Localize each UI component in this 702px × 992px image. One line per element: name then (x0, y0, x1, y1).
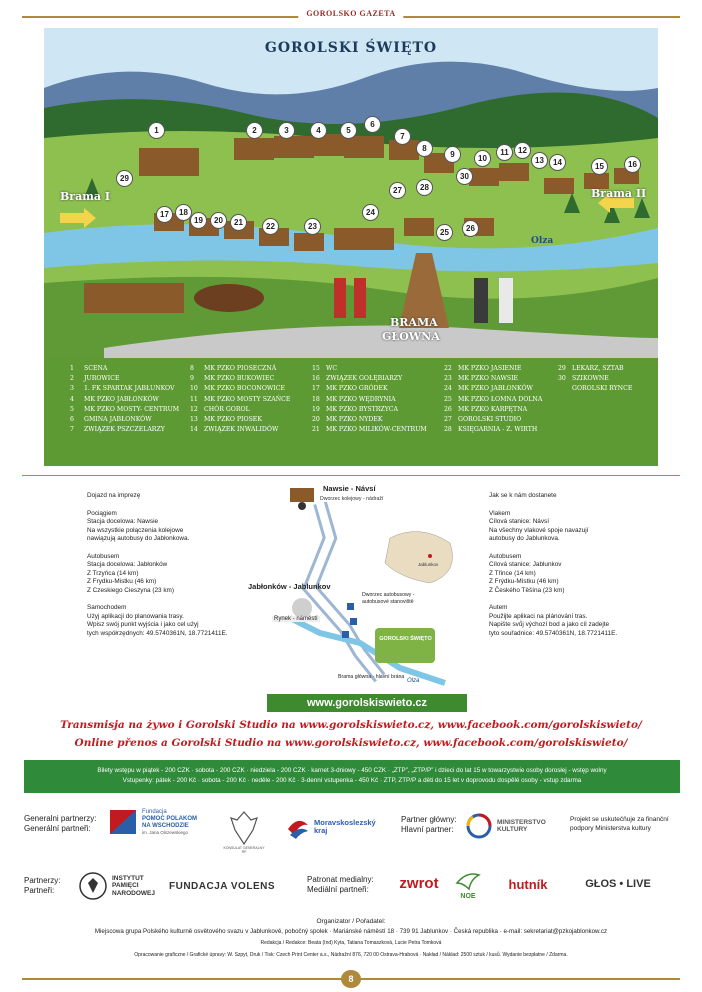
bus-heading: Autobusem (489, 552, 522, 560)
editors-text: Redakcja / Redakce: Beata (Ind) Kyta, Tatiana Tomaszková, Lucie Petra Tomková (260, 940, 442, 946)
legend-item: 26 MK PZKO KARPĘTNA (444, 405, 528, 413)
map-pin[interactable]: 1 (148, 122, 165, 139)
consulate-seal-logo: KONSULAT GENERALNY RP (222, 806, 266, 858)
legend-item: 16 ZWIĄZEK GOŁĘBIARZY (312, 375, 403, 383)
glos-live-logo: GŁOS • LIVE (585, 878, 651, 890)
legend-item: 24 MK PZKO JABŁONKÓW (444, 385, 533, 393)
info-line: Na všechny vlakové spoje navazují (489, 526, 589, 534)
map-pin[interactable]: 23 (304, 218, 321, 235)
river-label: Olza (531, 236, 554, 246)
info-line: Napište svůj výchozí bod a jako cíl zadejte (489, 621, 610, 628)
info-line: Z Frydku-Mistku (46 km) (87, 578, 157, 585)
tickets-cz: Vstupenky: pátek - 200 Kč · sobota - 200 Kč · neděle - 200 Kč · 3-denní vstupenka - 450 Kč · ZTP, ZTP/P a děti do 15 let v doprovodu dospělé osoby - vstup zdarma (122, 777, 582, 784)
info-line: Cílová stanice: Jablunkov (489, 561, 562, 568)
map-pin[interactable]: 16 (624, 156, 641, 173)
page-number: 8 (341, 970, 361, 988)
legend-item: 12 CHÓR GOROL (190, 405, 250, 413)
legend-item: 28 KSIĘGARNIA - Z. WIRTH (444, 426, 538, 434)
travel-info-cz (489, 492, 617, 638)
zwrot-logo: zwrot (399, 874, 439, 892)
legend-column (558, 364, 632, 395)
car-heading: Autem (489, 604, 508, 611)
map-pin[interactable]: 21 (230, 214, 247, 231)
route-nawsie: Nawsie - Návsí (323, 484, 376, 493)
info-line: Z Českého Těšína (23 km) (489, 586, 565, 594)
legend-item: 23 MK PZKO NAWSIE (444, 375, 519, 383)
legend-item: 27 GOROLSKI STUDIO (444, 416, 522, 424)
map-pin[interactable]: 7 (394, 128, 411, 145)
legend-item: 5 MK PZKO MOSTY- CENTRUM (70, 405, 180, 413)
legend-item: 29 LEKARZ, SZTAB (558, 365, 624, 372)
legend-column (190, 364, 290, 435)
legend-item: 18 MK PZKO WĘDRYNIA (312, 395, 396, 403)
map-pin[interactable]: 12 (514, 142, 531, 159)
map-pin[interactable]: 4 (310, 122, 327, 139)
legend-column (444, 364, 542, 435)
route-river: Olza (407, 678, 420, 684)
gate-2-label: Brama II (591, 187, 647, 200)
fundacja-emblem-icon (110, 810, 138, 836)
publication-title: GOROLSKO GAZETA (298, 9, 403, 18)
legend-item: 10 MK PZKO BOCONOWICE (190, 385, 285, 393)
map-pin[interactable]: 20 (210, 212, 227, 229)
info-line: Z Czeskiego Cieszyna (23 km) (87, 586, 175, 594)
general-partners-label: Generalni partnerzy: Generální partneři: (24, 814, 97, 833)
stream-line-pl[interactable]: Transmisja na żywo i Gorolski Studio na www.gorolskiswieto.cz, www.facebook.com/gorolskiswieto/ (60, 719, 642, 731)
main-gate-label-2: GŁÓWNA (382, 330, 440, 343)
hutnik-logo: hutník (508, 876, 548, 892)
travel-info-pl (87, 492, 228, 638)
legend-item: 20 MK PZKO NYDEK (312, 416, 383, 424)
noe-bird-icon (453, 869, 483, 893)
info-line: tyto souřadnice: 49.5740361N, 18.7721411E. (489, 629, 618, 637)
legend-item: 14 ZWIĄZEK INWALIDÓW (190, 426, 279, 434)
moravskoslezsky-logo: Moravskoslezský kraj (286, 812, 376, 842)
map-pin[interactable]: 9 (444, 146, 461, 163)
legend-column (70, 364, 179, 435)
info-line: Cílová stanice: Návsí (489, 518, 550, 525)
legend-column (312, 364, 427, 435)
route-bus-station: Dworzec autobusowy - autobusové stanoviště (362, 592, 415, 605)
map-pin[interactable]: 2 (246, 122, 263, 139)
ministry-culture-logo: MINISTERSTVO KULTURY (465, 810, 563, 842)
legend-item: 21 MK PZKO MILIKÓW-CENTRUM (312, 426, 427, 434)
info-line: autobusy do Jablunkova. (489, 535, 560, 542)
map-title: GOROLSKI ŚWIĘTO (264, 40, 438, 56)
route-square: Rynek - náměstí (274, 616, 318, 622)
car-heading: Samochodem (87, 604, 127, 611)
map-pin[interactable]: 15 (591, 158, 608, 175)
organizer-label: Organizator / Pořadatel: (316, 918, 386, 925)
legend-item: 6 GMINA JABŁONKÓW (70, 416, 152, 424)
bus-heading: Autobusem (87, 552, 120, 560)
map-pin[interactable]: 17 (156, 206, 173, 223)
legend-item: 22 MK PZKO JASIENIE (444, 365, 522, 372)
map-pin[interactable]: 29 (116, 170, 133, 187)
partners-label: Partnerzy: Partneři: (24, 876, 61, 895)
ipn-logo: INSTYTUT PAMIĘCI NARODOWEJ (78, 868, 168, 904)
fundacja-volens-logo: FUNDACJA VOLENS (168, 880, 276, 892)
route-town: Jabłonków - Jablunkov (248, 582, 331, 591)
legend-item: 2 JUROWICE (70, 375, 120, 383)
legend-item: 7 ZWIĄZEK PSZCZELARZY (70, 426, 165, 434)
legend-item: 13 MK PZKO PIOSEK (190, 416, 262, 424)
route-map (250, 478, 465, 690)
map-pin[interactable]: 27 (389, 182, 406, 199)
map-pin[interactable]: 24 (362, 204, 379, 221)
info-line: Stacja docelowa: Nawsie (87, 518, 159, 525)
fundacja-pomoc-logo: Fundacja POMOC POLAKOM NA WSCHODZIE im. Jana Olszewskiego (110, 808, 220, 838)
tickets-pl: Bilety wstępu w piątek - 200 CZK · sobota - 200 CZK · niedziela - 200 CZK · karnet 3-dniowy - 450 CZK · „ZTP”, „ZTP/P” i dzieci do lat 15 w towarzystwie osoby dorosłej - wstęp wolny (97, 767, 607, 774)
map-pin[interactable]: 28 (416, 179, 433, 196)
organizer-text: Miejscowa grupa Polského kulturně osvětového svazu v Jablunkově, pobočný spolek · Mariánské náměstí 18 · 739 91 Jablunkov · Česká republika · e-mail: sekretariat@pzkojablonkow.cz (94, 928, 608, 935)
map-pin[interactable]: 3 (278, 122, 295, 139)
ministry-note: Projekt se uskutečňuje za finanční podpory Ministerstva kultury (570, 816, 669, 832)
info-line: Wpisz swój punkt wyjścia i jako cel użyj (87, 621, 199, 628)
stream-line-cz[interactable]: Online přenos a Gorolski Studio na www.gorolskiswieto.cz, www.facebook.com/gorolskiswieto/ (74, 737, 628, 749)
map-pin[interactable]: 8 (416, 140, 433, 157)
legend-item: 17 MK PZKO GRÓDEK (312, 385, 388, 393)
eagle-emblem-icon (229, 810, 259, 846)
legend-item: 30 SZIKOWNE (558, 375, 609, 383)
info-line: Użyj aplikacji do planowania trasy. (87, 612, 184, 620)
legend-item: 25 MK PZKO ŁOMNA DOLNA (444, 395, 543, 403)
ministry-emblem-icon (465, 812, 493, 840)
website-link[interactable]: www.gorolskiswieto.cz (267, 694, 467, 712)
main-gate-label-1: BRAMA (390, 316, 438, 329)
legend-item: 9 MK PZKO BUKOWIEC (190, 375, 275, 383)
legend-item: 3 1. FK SPARTAK JABŁUNKOV (70, 385, 175, 393)
map-pin[interactable]: 11 (496, 144, 513, 161)
map-pin[interactable]: 6 (364, 116, 381, 133)
info-line: Na wszystkie połączenia kolejowe (87, 526, 184, 534)
map-pin[interactable]: 22 (262, 218, 279, 235)
info-line: Z Trzyńca (14 km) (87, 569, 139, 577)
route-gate: Brama główna - hlavní brána (338, 674, 405, 680)
route-badge: GOROLSKI ŚWIĘTO (379, 636, 432, 642)
map-pin[interactable]: 5 (340, 122, 357, 139)
ipn-emblem-icon (78, 871, 108, 901)
festival-map (44, 28, 658, 466)
map-pin[interactable]: 14 (549, 154, 566, 171)
map-pin[interactable]: 19 (190, 212, 207, 229)
map-legend (44, 358, 658, 466)
legend-item: 19 MK PZKO BYSTRZYCA (312, 405, 398, 413)
map-pin[interactable]: 30 (456, 168, 473, 185)
legend-item: 1 SCENA (70, 365, 108, 372)
legend-item: 11 MK PZKO MOSTY SZAŃCE (190, 395, 291, 403)
info-line: Z Třince (14 km) (489, 569, 536, 577)
legend-item: 8 MK PZKO PIOSECZNÁ (190, 365, 277, 372)
map-illustration (44, 28, 658, 358)
legend-item: 15 WC (312, 365, 338, 372)
info-line: tych współrzędnych: 49.5740361N, 18.7721411E. (87, 629, 228, 637)
map-pin[interactable]: 10 (474, 150, 491, 167)
gate-1-label: Brama I (60, 190, 110, 203)
map-pin[interactable]: 25 (436, 224, 453, 241)
tickets-band (24, 760, 680, 793)
train-heading: Pociągiem (87, 509, 117, 517)
map-pin[interactable]: 18 (175, 204, 192, 221)
main-partner-label: Partner główny: Hlavní partner: (401, 815, 457, 834)
route-country-label: Jablunkov (418, 562, 439, 567)
map-pin[interactable]: 26 (462, 220, 479, 237)
moravskoslezsky-emblem-icon (286, 815, 310, 839)
travel-heading: Dojazd na imprezę (87, 492, 141, 499)
info-line: Stacja docelowa: Jabłonków (87, 561, 168, 568)
info-line: nawiązują autobusy do Jabłonkowa. (87, 535, 190, 542)
map-pin[interactable]: 13 (531, 152, 548, 169)
info-line: Použijte aplikaci na plánování tras. (489, 612, 588, 620)
train-heading: Vlakem (489, 509, 511, 517)
legend-item: 4 MK PZKO JABŁONKÓW (70, 395, 159, 403)
noe-logo: NOE (448, 864, 488, 904)
print-text: Opracowanie graficzne / Grafické úpravy: W. Szpyt, Druk / Tisk: Czech Print Center a.s., Nádražní 876, 720 00 Ostrava-Hrabová · Nakład / Náklad: 2500 sztuk / kusů. Wydanie bezpłatne / Zdarma. (134, 952, 568, 958)
travel-heading: Jak se k nám dostanete (489, 492, 557, 499)
media-partners-label: Patronat medialny: Mediální partneři: (307, 875, 374, 894)
info-line: Z Frýdku-Místku (46 km) (489, 578, 559, 585)
section-rule (22, 475, 680, 476)
route-station: Dworzec kolejowy - nádraží (320, 496, 384, 502)
legend-item: GOROLSKI RYNCE (572, 385, 633, 393)
